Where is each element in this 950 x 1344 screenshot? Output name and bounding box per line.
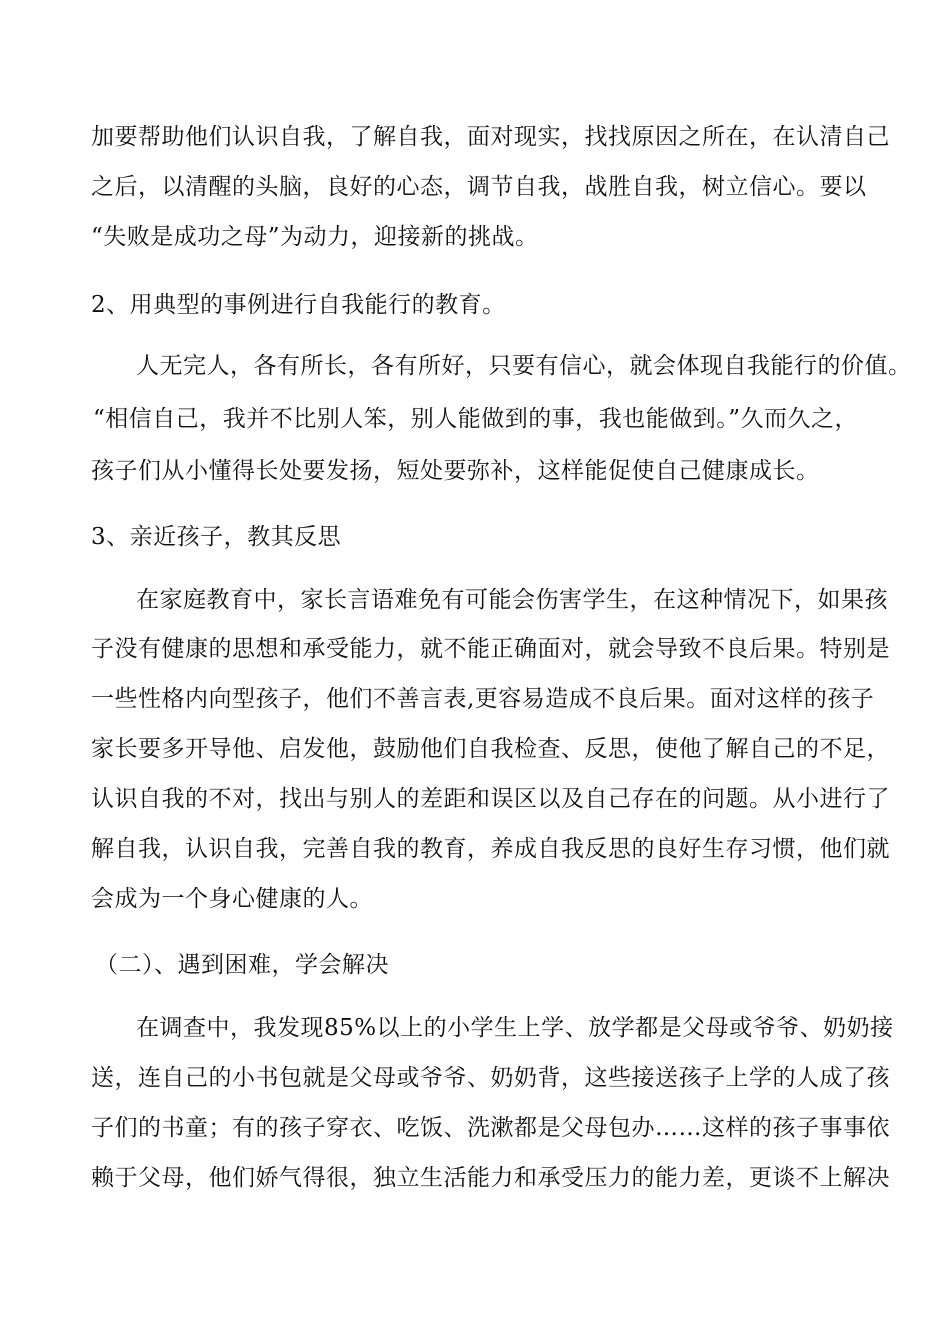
text-line: 孩子们从小懂得长处要发扬，短处要弥补，这样能促使自己健康成长。 — [91, 458, 820, 484]
text-line: 会成为一个身心健康的人。 — [91, 886, 373, 912]
text-line: 在调查中，我发现85%以上的小学生上学、放学都是父母或爷爷、奶奶接 — [136, 1015, 894, 1041]
text-line: 送，连自己的小书包就是父母或爷爷、奶奶背，这些接送孩子上学的人成了孩 — [91, 1065, 890, 1091]
text-line: 加要帮助他们认识自我，了解自我，面对现实，找找原因之所在，在认清自己 — [91, 124, 890, 150]
text-line: 赖于父母，他们娇气得很，独立生活能力和承受压力的能力差，更谈不上解决 — [91, 1165, 890, 1191]
text-line: 一些性格内向型孩子，他们不善言表,更容易造成不良后果。面对这样的孩子 — [91, 686, 875, 712]
section-heading: （二）、遇到困难，学会解决 — [95, 952, 389, 978]
text-line: 认识自我的不对，找出与别人的差距和误区以及自己存在的问题。从小进行了 — [91, 786, 890, 812]
text-line: 人无完人，各有所长，各有所好，只要有信心，就会体现自我能行的价值。 — [136, 353, 912, 379]
text-line: 之后，以清醒的头脑，良好的心态，调节自我，战胜自我，树立信心。要以 — [91, 174, 867, 200]
text-line: 解自我，认识自我，完善自我的教育，养成自我反思的良好生存习惯，他们就 — [91, 836, 890, 862]
text-line: “失败是成功之母”为动力，迎接新的挑战。 — [91, 224, 539, 250]
text-line: 子们的书童；有的孩子穿衣、吃饭、洗漱都是父母包办……这样的孩子事事依 — [91, 1115, 890, 1141]
text-line: 在家庭教育中，家长言语难免有可能会伤害学生，在这种情况下，如果孩 — [136, 587, 888, 613]
text-line: 家长要多开导他、启发他，鼓励他们自我检查、反思，使他了解自己的不足， — [91, 736, 890, 762]
text-line: 子没有健康的思想和承受能力，就不能正确面对，就会导致不良后果。特别是 — [91, 636, 890, 662]
text-line: “相信自己，我并不比别人笨，别人能做到的事，我也能做到。”久而久之， — [93, 406, 859, 432]
section-heading: 3、亲近孩子，教其反思 — [91, 524, 342, 550]
section-heading: 2、用典型的事例进行自我能行的教育。 — [91, 292, 506, 318]
